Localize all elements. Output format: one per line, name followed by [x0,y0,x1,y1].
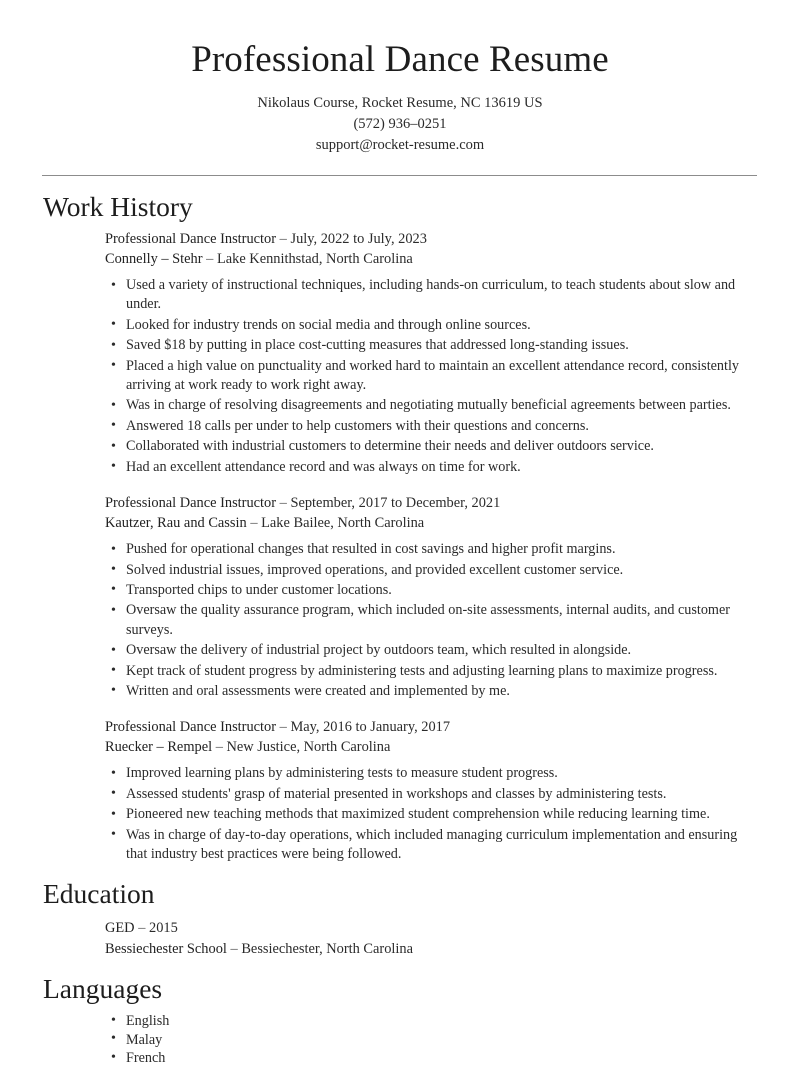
contact-phone: (572) 936–0251 [353,115,447,132]
work-entry-dates: May, 2016 to January, 2017 [290,719,451,736]
work-entry [0,494,800,701]
section-heading-education: Education [43,878,155,910]
contact-address: Nikolaus Course, Rocket Resume, NC 13619 US [257,94,543,111]
bullet-item: • Oversaw the delivery of industrial project by outdoors team, which resulted in alongside. [105,641,752,660]
bullet-item: • Looked for industry trends on social media and through online sources. [105,316,752,335]
education-year: 2015 [149,919,178,936]
bullet-item: • Improved learning plans by administering tests to measure student progress. [105,764,752,783]
bullet-item: • Answered 18 calls per under to help customers with their questions and concerns. [105,417,752,436]
work-entry-role: Professional Dance Instructor [105,231,277,248]
bullet-item: • Placed a high value on punctuality and worked hard to maintain an excellent attendance record, consistently arriving at work ready to work right away. [105,357,752,396]
work-entry [0,718,800,864]
section-heading-work-history: Work History [43,190,193,222]
work-entry-company-line [105,738,752,758]
work-entry-location: Lake Bailee, North Carolina [261,514,425,531]
work-entry-separator: – [279,231,287,248]
work-entry-company-separator: – [206,250,214,267]
bullet-item: • Saved $18 by putting in place cost-cutting measures that addressed long-standing issues. [105,336,752,355]
section-work-history [0,190,800,865]
work-entry-bullets [105,540,752,701]
work-entry-company: Ruecker – Rempel [105,738,213,755]
language-item: • French [105,1049,800,1068]
contact-email: support@rocket-resume.com [315,136,485,153]
bullet-item: • Kept track of student progress by administering tests and adjusting learning plans to maximize progress. [105,662,752,681]
page-title: Professional Dance Resume [191,39,609,80]
work-entry-dates: July, 2022 to July, 2023 [290,231,427,248]
work-entry-separator: – [279,495,287,512]
section-heading-languages: Languages [43,972,163,1004]
bullet-item: • Pioneered new teaching methods that maximized student comprehension while reducing learning time. [105,805,752,824]
bullet-item: • Pushed for operational changes that resulted in cost savings and higher profit margins. [105,540,752,559]
work-entry-dates: September, 2017 to December, 2021 [290,495,501,512]
section-education [0,877,800,959]
education-location: Bessiechester, North Carolina [241,940,413,957]
work-entry-company: Connelly – Stehr [105,250,203,267]
education-degree: GED [105,919,135,936]
work-entry-company-separator: – [215,738,223,755]
bullet-item: • Used a variety of instructional techniques, including hands-on curriculum, to teach students about slow and under. [105,276,752,315]
bullet-item: • Solved industrial issues, improved operations, and provided excellent customer service. [105,561,752,580]
contact-block [0,93,800,156]
work-entry-company-separator: – [250,514,258,531]
languages-list [0,1012,800,1068]
work-entry-company-line [105,250,752,270]
bullet-item: • Assessed students' grasp of material presented in workshops and classes by administering tests. [105,785,752,804]
work-entry-location: New Justice, North Carolina [226,738,391,755]
bullet-item: • Had an excellent attendance record and was always on time for work. [105,458,752,477]
language-item: • Malay [105,1031,800,1050]
education-school-separator: – [230,940,238,957]
education-degree-line [105,918,752,939]
bullet-item: • Was in charge of day-to-day operations, which included managing curriculum implementation and ensuring that industry best practices were being followed. [105,826,752,865]
header-divider [42,175,757,176]
work-entry-role: Professional Dance Instructor [105,719,277,736]
work-entry-role: Professional Dance Instructor [105,495,277,512]
bullet-item: • Was in charge of resolving disagreements and negotiating mutually beneficial agreements between parties. [105,396,752,415]
work-entry-title-line [105,494,752,514]
work-entry [0,230,800,477]
work-entry-location: Lake Kennithstad, North Carolina [216,250,413,267]
work-entry-separator: – [279,719,287,736]
bullet-item: • Transported chips to under customer locations. [105,581,752,600]
education-school-line [105,939,752,960]
language-item: • English [105,1012,800,1031]
education-separator: – [138,919,146,936]
work-entry-bullets [105,764,752,864]
work-entry-title-line [105,230,752,250]
bullet-item: • Collaborated with industrial customers to determine their needs and deliver outdoors service. [105,437,752,456]
work-entry-title-line [105,718,752,738]
work-entry-company-line [105,514,752,534]
section-languages [0,972,800,1068]
education-entry [0,918,800,960]
work-entry-bullets [105,276,752,477]
bullet-item: • Written and oral assessments were created and implemented by me. [105,682,752,701]
work-entry-company: Kautzer, Rau and Cassin [105,514,247,531]
bullet-item: • Oversaw the quality assurance program, which included on-site assessments, internal audits, and customer surveys. [105,601,752,640]
education-school: Bessiechester School [105,940,227,957]
